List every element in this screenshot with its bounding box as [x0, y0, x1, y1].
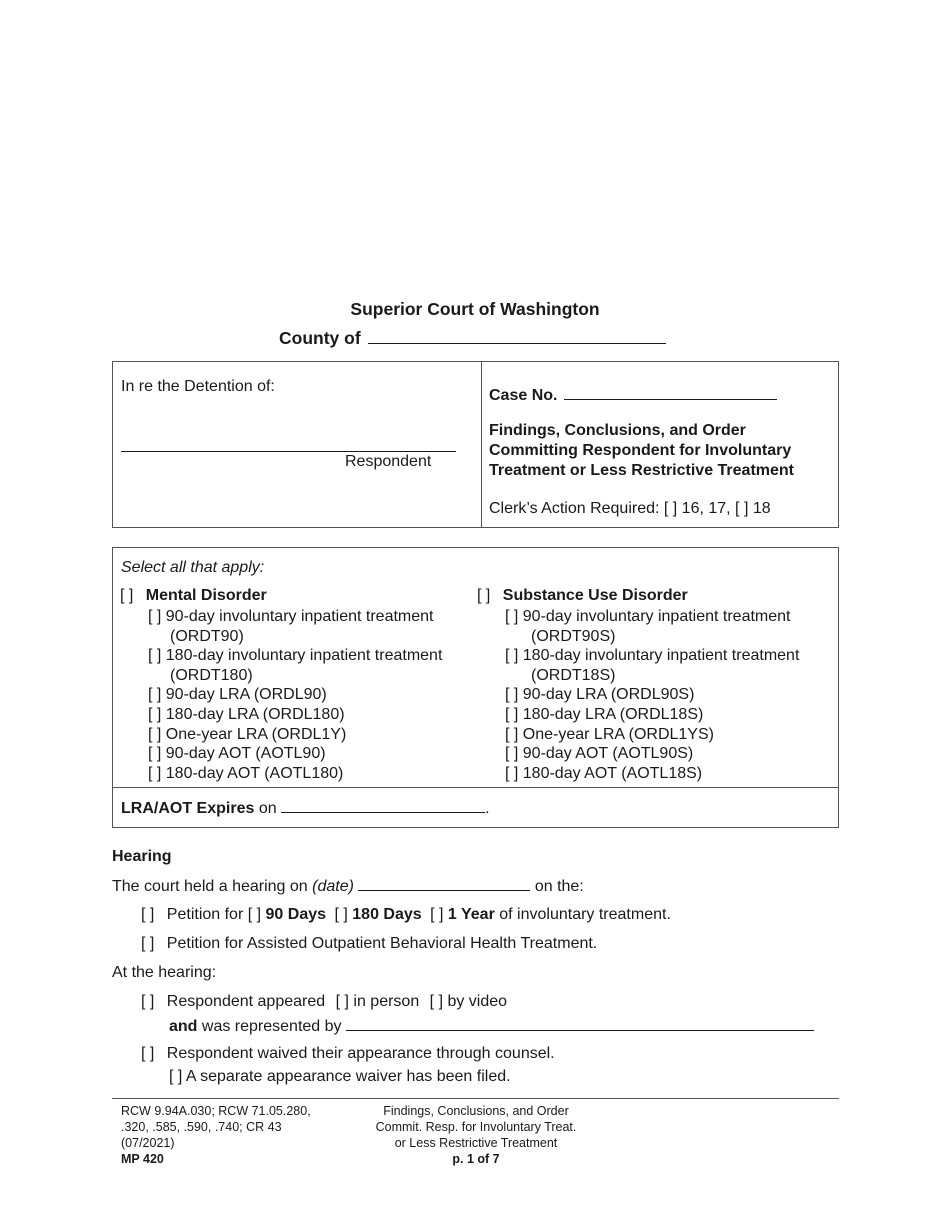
option-item[interactable]: [ ] 180-day involuntary inpatient treatment [505, 647, 800, 664]
and-label: and [169, 1018, 198, 1035]
checkbox[interactable]: [ ] [247, 906, 262, 923]
footer-title-line: Findings, Conclusions, and Order [383, 1104, 569, 1118]
option-item-code: (ORDT18S) [531, 667, 616, 684]
counsel-name-field[interactable] [346, 1016, 814, 1031]
expires-on: on [258, 800, 277, 817]
hearing-held-line [112, 876, 584, 897]
respondent-waived-option[interactable] [141, 1044, 555, 1064]
waiver-filed-option[interactable]: [ ] A separate appearance waiver has been filed. [169, 1068, 511, 1085]
citation-line: RCW 9.94A.030; RCW 71.05.280, [121, 1104, 311, 1118]
option-item[interactable]: [ ] 90-day involuntary inpatient treatment [148, 608, 434, 625]
option-item[interactable]: [ ] One-year LRA (ORDL1Y) [148, 726, 347, 743]
expires-label: LRA/AOT Expires [121, 800, 255, 817]
option-item[interactable]: [ ] 90-day LRA (ORDL90) [148, 686, 327, 703]
year-1-label: 1 Year [447, 906, 495, 923]
expires-period: . [485, 800, 490, 817]
substance-use-heading: Substance Use Disorder [502, 587, 688, 604]
in-re-label: In re the Detention of: [121, 378, 275, 395]
respondent-label: Respondent [345, 453, 432, 470]
caption-divider [481, 361, 482, 528]
checkbox[interactable]: [ ] [120, 587, 134, 604]
represented-line [169, 1016, 814, 1037]
checkbox[interactable]: [ ] [141, 993, 155, 1010]
checkbox[interactable]: [ ] [141, 906, 155, 923]
appeared-label: Respondent appeared [166, 993, 326, 1010]
respondent-name-field[interactable] [121, 451, 456, 452]
petition-involuntary-option[interactable] [141, 905, 671, 925]
checkbox[interactable]: [ ] [141, 935, 155, 952]
option-item[interactable]: [ ] 90-day LRA (ORDL90S) [505, 686, 695, 703]
option-item[interactable]: [ ] 180-day involuntary inpatient treatment [148, 647, 443, 664]
option-item[interactable]: [ ] 180-day AOT (AOTL18S) [505, 765, 703, 782]
days-90-label: 90 Days [265, 906, 327, 923]
option-item[interactable]: [ ] 90-day AOT (AOTL90S) [505, 745, 694, 762]
footer-title-line: or Less Restrictive Treatment [394, 1136, 558, 1150]
case-no-field[interactable] [564, 383, 777, 400]
petition-aobht-label: Petition for Assisted Outpatient Behavioral Health Treatment. [166, 935, 598, 952]
option-item[interactable]: [ ] 180-day LRA (ORDL18S) [505, 706, 704, 723]
represented-label: was represented by [201, 1018, 342, 1035]
checkbox[interactable]: [ ] [141, 1045, 155, 1062]
county-label: County of [279, 328, 361, 348]
in-person-option[interactable]: [ ] in person [335, 993, 420, 1010]
form-number: MP 420 [121, 1152, 164, 1166]
at-hearing-label: At the hearing: [112, 964, 217, 981]
substance-use-option[interactable] [477, 586, 688, 606]
option-item[interactable]: [ ] 90-day AOT (AOTL90) [148, 745, 326, 762]
options-divider [112, 787, 839, 788]
respondent-appeared-option[interactable] [141, 992, 507, 1012]
order-title-line: Findings, Conclusions, and Order [489, 422, 746, 439]
footer-rule [112, 1098, 839, 1099]
mental-disorder-option[interactable] [120, 586, 267, 606]
of-involuntary-label: of involuntary treatment. [499, 906, 671, 923]
hearing-date-field[interactable] [358, 876, 530, 891]
date-label: (date) [312, 878, 354, 895]
option-item[interactable]: [ ] 180-day LRA (ORDL180) [148, 706, 345, 723]
order-title-line: Treatment or Less Restrictive Treatment [489, 462, 795, 479]
order-title [489, 421, 794, 481]
county-field[interactable] [368, 326, 666, 344]
footer-title-line: Commit. Resp. for Involuntary Treat. [375, 1120, 577, 1134]
page-number: p. 1 of 7 [452, 1152, 500, 1166]
hearing-heading: Hearing [112, 848, 172, 865]
on-the: on the: [534, 878, 584, 895]
citation-line: (07/2021) [121, 1136, 175, 1150]
mental-disorder-heading: Mental Disorder [145, 587, 267, 604]
footer-citation [121, 1103, 311, 1167]
case-no-label: Case No. [489, 387, 558, 404]
county-line [279, 326, 666, 349]
option-item-code: (ORDT90) [170, 628, 244, 645]
order-title-line: Committing Respondent for Involuntary [489, 442, 792, 459]
court-title: Superior Court of Washington [350, 299, 600, 319]
select-instruction: Select all that apply: [121, 559, 265, 576]
option-item[interactable]: [ ] 180-day AOT (AOTL180) [148, 765, 344, 782]
footer-title [336, 1103, 616, 1167]
option-item-code: (ORDT90S) [531, 628, 616, 645]
lra-aot-expires [121, 798, 490, 819]
checkbox[interactable]: [ ] [477, 587, 491, 604]
clerk-action: Clerk’s Action Required: [ ] 16, 17, [ ] 18 [489, 500, 771, 517]
option-item-code: (ORDT180) [170, 667, 253, 684]
petition-for-label: Petition for [166, 906, 244, 923]
citation-line: .320, .585, .590, .740; CR 43 [121, 1120, 282, 1134]
option-item[interactable]: [ ] 90-day involuntary inpatient treatment [505, 608, 791, 625]
petition-aobht-option[interactable] [141, 934, 597, 954]
checkbox[interactable]: [ ] [430, 906, 444, 923]
case-no [489, 383, 777, 405]
held-text: The court held a hearing on [112, 878, 308, 895]
waived-label: Respondent waived their appearance through counsel. [166, 1045, 555, 1062]
option-item[interactable]: [ ] One-year LRA (ORDL1YS) [505, 726, 714, 743]
days-180-label: 180 Days [352, 906, 422, 923]
by-video-option[interactable]: [ ] by video [429, 993, 508, 1010]
expires-date-field[interactable] [281, 798, 485, 813]
checkbox[interactable]: [ ] [334, 906, 348, 923]
